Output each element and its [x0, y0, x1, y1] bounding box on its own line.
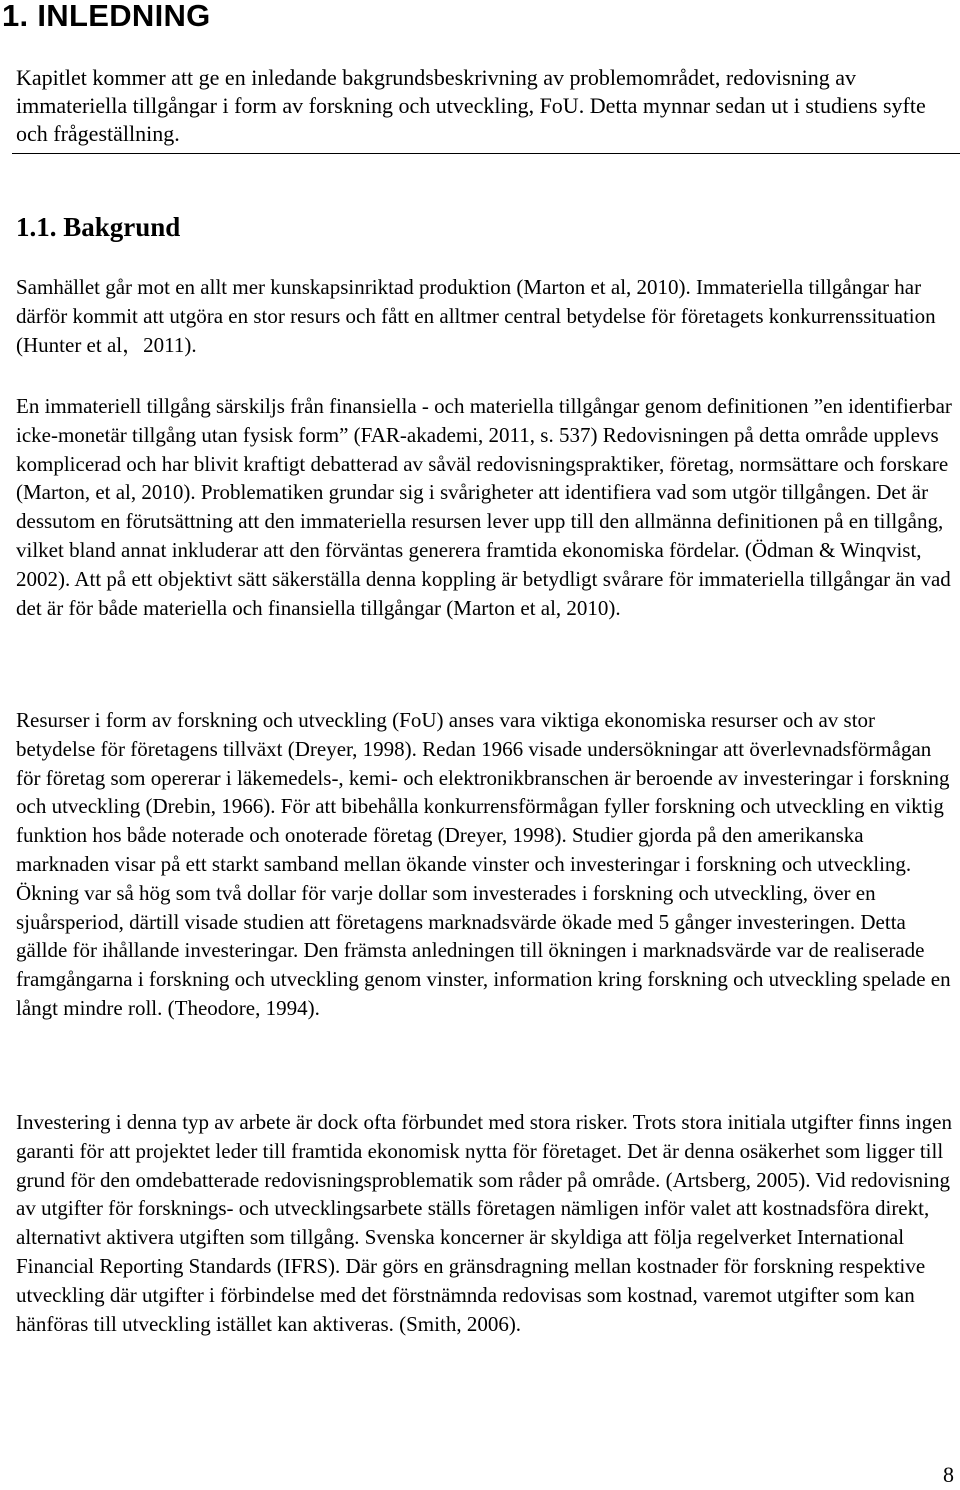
chapter-intro: Kapitlet kommer att ge en inledande bakgrundsbeskrivning av problemområdet, redovisning av immateriella tillgångar i form av forskning och utveckling, FoU. Detta mynnar sedan ut i studiens syfte och frågeställning. — [16, 65, 926, 146]
chapter-title: INLEDNING — [37, 0, 211, 33]
section-number: 1.1. — [16, 212, 57, 242]
paragraph: En immateriell tillgång särskiljs från finansiella - och materiella tillgångar genom definitionen ”en identifierbar icke-monetär tillgång utan fysisk form” (FAR-akademi, 2011, s. 537) Redovisningen på detta område upplevs komplicerad och har blivit kraftigt debatterad av såväl redovisningspraktiker, företag, normsättare och forskare (Marton, et al, 2010). Problematiken grundar sig i svårigheter att identifiera vad som utgör tillgången. Det är dessutom en förutsättning att den immateriella resursen lever upp till den allmänna definitionen på en tillgång, vilket bland annat inkluderar att den förväntas generera framtida ekonomiska fördelar. (Ödman & Winqvist, 2002). Att på ett objektivt sätt säkerställa denna koppling är betydligt svårare för immateriella tillgångar än vad det är för både materiella och finansiella tillgångar (Marton et al, 2010). — [16, 394, 952, 620]
paragraph: Investering i denna typ av arbete är dock ofta förbundet med stora risker. Trots stora initiala utgifter finns ingen garanti för att projektet leder till framtida ekonomisk nytta för företaget. Det är denna osäkerhet som ligger till grund för den omdebatterade redovisningsproblematik som råder på område. (Artsberg, 2005). Vid redovisning av utgifter för forsknings- och utvecklingsarbete ställs företagen nämligen inför valet att kostnadsföra direkt, alternativt aktivera utgiften som tillgång. Svenska koncerner är skyldiga att följa regelverket International Financial Reporting Standards (IFRS). Där görs en gränsdragning mellan kostnader för forskning respektive utveckling där utgifter i förbindelse med det förstnämnda redovisas som kostnad, varemot utgifter som kan hänföras till utveckling istället kan aktiveras. (Smith, 2006). — [16, 1110, 953, 1336]
section-divider — [12, 153, 960, 154]
section-heading — [16, 210, 180, 244]
paragraph: Resurser i form av forskning och utveckling (FoU) anses vara viktiga ekonomiska resurser och av stor betydelse för företagens tillväxt (Dreyer, 1998). Redan 1966 visade undersökningar att överlevnadsförmågan för företag som opererar i läkemedels-, kemi- och elektronikbranschen är beroende av investeringar i forskning och utveckling (Drebin, 1966). För att bibehålla konkurrensförmågan fyller forskning och utveckling en viktig funktion hos både noterade och onoterade företag (Dreyer, 1998). Studier gjorda på den amerikanska marknaden visar på ett starkt samband mellan ökande vinster och investeringar i forskning och utveckling. Ökning var så hög som två dollar för varje dollar som investerades i forskning och utveckling, över en sjuårsperiod, därtill visade studien att företagens marknadsvärde ökade med 5 gånger investeringen. Detta gällde för ihållande investeringar. Den främsta anledningen till ökningen i marknadsvärde var de realiserade framgångarna i forskning och utveckling genom vinster, information kring forskning och utveckling spelade en långt mindre roll. (Theodore, 1994). — [16, 708, 951, 1020]
paragraph: Samhället går mot en allt mer kunskapsinriktad produktion (Marton et al, 2010). Immateriella tillgångar har därför kommit att utgöra en stor resurs och fått en alltmer central betydelse för företagets konkurrenssituation (Hunter et al，2011). — [16, 275, 936, 357]
chapter-number: 1. — [2, 0, 29, 33]
page-number: 8 — [943, 1462, 954, 1487]
section-title: Bakgrund — [63, 212, 181, 242]
chapter-heading — [2, 0, 211, 34]
